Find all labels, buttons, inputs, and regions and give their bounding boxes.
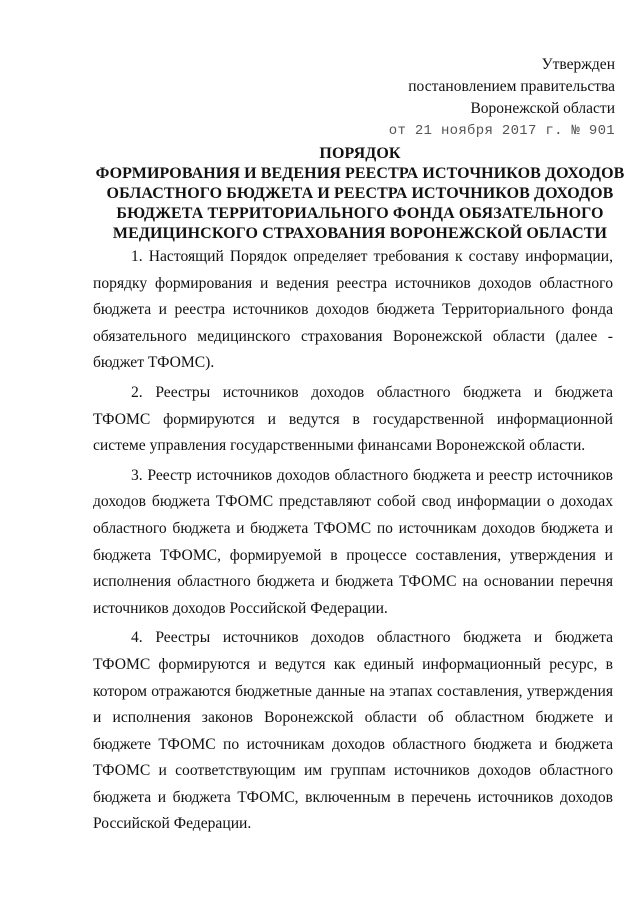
paragraph-1: 1. Настоящий Порядок определяет требования к составу информации, порядку формирования и ведения реестра источников доходов областного бюджета и реестра источников доходов бюджета Территориального фонда обязательного медицинского страхования Воронежской области (далее - бюджет ТФОМС). bbox=[93, 248, 613, 372]
document-body bbox=[93, 244, 613, 841]
paragraph-4: 4. Реестры источников доходов областного бюджета и бюджета ТФОМС формируются и ведутся как единый информационный ресурс, в котором отражаются бюджетные данные на этапах составления, утверждения и исполнения законов Воронежской области об областном бюджете и бюджете ТФОМС по источникам доходов областного бюджета и бюджета ТФОМС и соответствующим им группам источников доходов областного бюджета и бюджета ТФОМС, включенным в перечень источников доходов Российской Федерации. bbox=[93, 629, 613, 833]
approval-date-number-stamp: от 21 ноября 2017 г. № 901 bbox=[388, 123, 615, 139]
approval-block bbox=[389, 54, 615, 142]
title-line-1: ПОРЯДОК bbox=[319, 145, 401, 162]
approval-line-approved: Утвержден bbox=[541, 56, 615, 73]
approval-line-region: Воронежской области bbox=[470, 100, 615, 117]
paragraph-2: 2. Реестры источников доходов областного бюджета и бюджета ТФОМС формируются и ведутся в государственной информационной системе управления государственными финансами Воронежской области. bbox=[93, 383, 613, 455]
approval-line-resolution: постановлением правительства bbox=[408, 78, 615, 95]
title-line-4: БЮДЖЕТА ТЕРРИТОРИАЛЬНОГО ФОНДА ОБЯЗАТЕЛЬНОГО bbox=[116, 205, 604, 222]
paragraph-3: 3. Реестр источников доходов областного бюджета и реестр источников доходов бюджета ТФОМС представляют собой свод информации о доходах областного бюджета и бюджета ТФОМС по источникам доходов бюджета и бюджета ТФОМС, формируемой в процессе составления, утверждения и исполнения областного бюджета и бюджета ТФОМС на основании перечня источников доходов Российской Федерации. bbox=[93, 466, 613, 617]
title-line-3: ОБЛАСТНОГО БЮДЖЕТА И РЕЕСТРА ИСТОЧНИКОВ ДОХОДОВ bbox=[106, 185, 614, 202]
title-line-2: ФОРМИРОВАНИЯ И ВЕДЕНИЯ РЕЕСТРА ИСТОЧНИКОВ ДОХОДОВ bbox=[95, 165, 625, 182]
document-title bbox=[95, 144, 625, 244]
title-line-5: МЕДИЦИНСКОГО СТРАХОВАНИЯ ВОРОНЕЖСКОЙ ОБЛАСТИ bbox=[112, 225, 608, 242]
